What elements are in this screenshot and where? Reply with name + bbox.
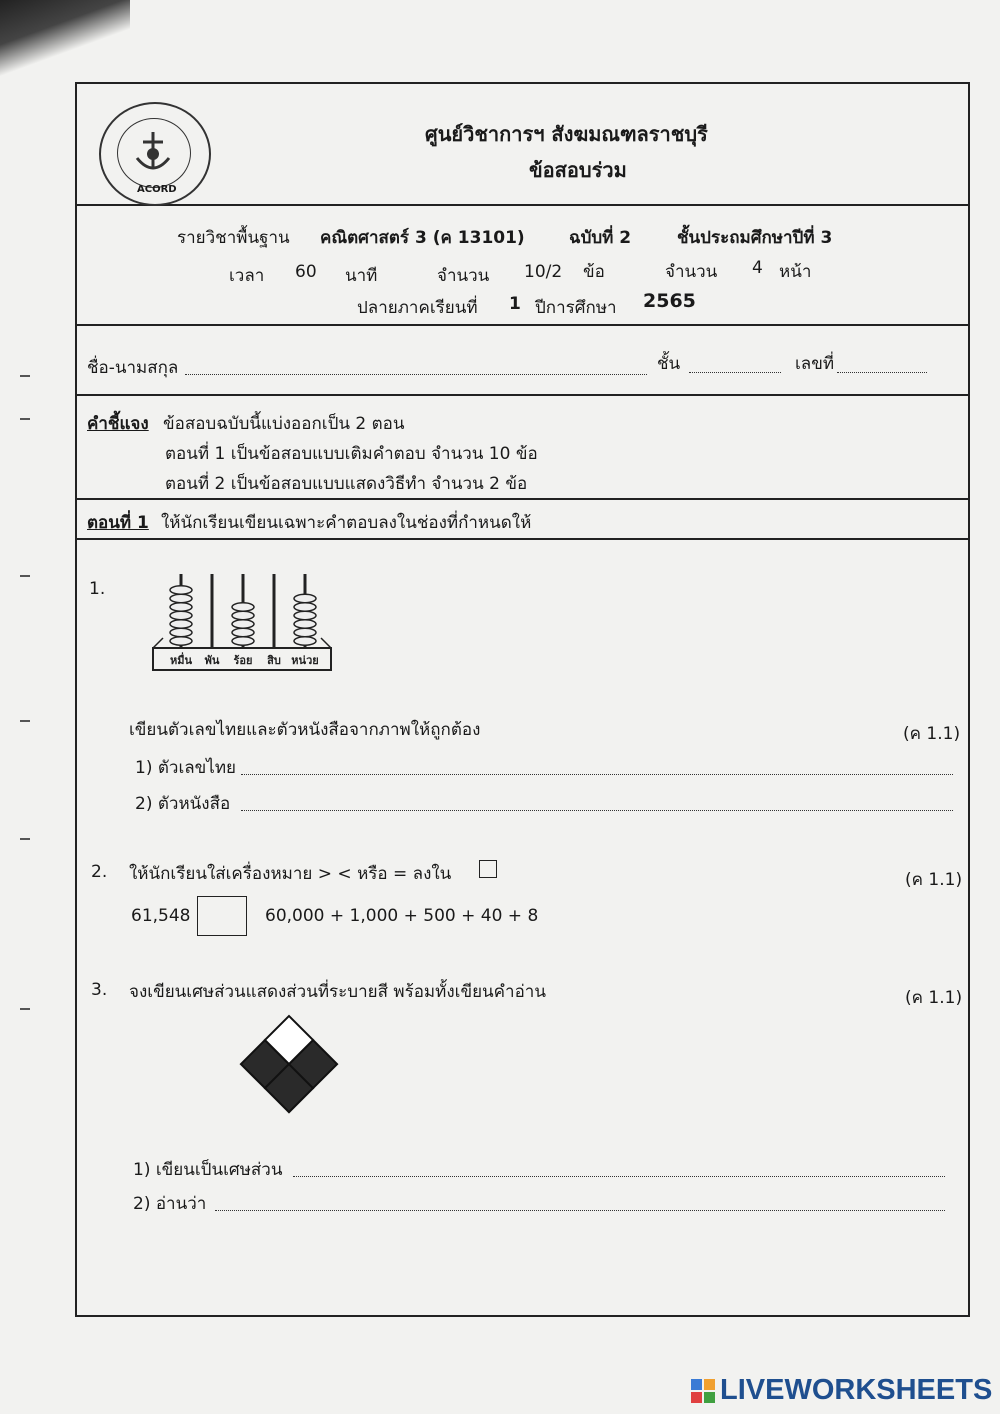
- student-info-section: [77, 326, 968, 396]
- name-label: ชื่อ-นามสกุล: [87, 358, 179, 378]
- time-label: เวลา: [229, 266, 265, 286]
- abacus-bead: [294, 620, 316, 628]
- pages-value: 4: [752, 258, 763, 278]
- header-section: [77, 84, 968, 206]
- abacus-place-label: ร้อย: [233, 654, 253, 667]
- seal-text: ACORD: [137, 184, 177, 195]
- name-field[interactable]: [185, 374, 647, 375]
- q2-left-value: 61,548: [131, 906, 191, 926]
- margin-mark: [20, 418, 30, 420]
- abacus-place-label: หน่วย: [291, 654, 319, 667]
- abacus-bead: [170, 594, 192, 602]
- pages-label: จำนวน: [665, 262, 718, 282]
- q2-right-expression: 60,000 + 1,000 + 500 + 40 + 8: [265, 906, 539, 926]
- q3-prompt: จงเขียนเศษส่วนแสดงส่วนที่ระบายสี พร้อมทั้งเขียนคำอ่าน: [129, 982, 546, 1002]
- q2-prompt: ให้นักเรียนใส่เครื่องหมาย > < หรือ = ลงใน: [129, 864, 452, 884]
- school-seal-logo: [99, 102, 211, 206]
- abacus-bead: [170, 637, 192, 645]
- class-field[interactable]: [689, 372, 781, 373]
- abacus-bead: [170, 603, 192, 611]
- part1-heading-section: [77, 500, 968, 540]
- instructions-intro: ข้อสอบฉบับนี้แบ่งออกเป็น 2 ตอน: [163, 414, 405, 434]
- year-label: ปีการศึกษา: [535, 298, 617, 318]
- watermark: LIVEWORKSHEETS: [720, 1374, 993, 1406]
- seal-emblem-icon: [131, 128, 175, 178]
- margin-mark: [20, 720, 30, 722]
- class-label: ชั้น: [657, 354, 681, 374]
- q3-number: 3.: [91, 980, 108, 1000]
- abacus-place-label: หมื่น: [169, 654, 193, 667]
- abacus-bead: [294, 611, 316, 619]
- abacus-base-edge: [153, 638, 163, 648]
- q1-thai-numeral-answer-field[interactable]: [241, 774, 953, 775]
- q3-sub1-label: 1) เขียนเป็นเศษส่วน: [133, 1160, 283, 1180]
- instructions-section: [77, 396, 968, 500]
- abacus-bead: [170, 586, 192, 594]
- abacus-bead: [294, 628, 316, 636]
- term-value: 1: [509, 294, 521, 314]
- subject-prefix: รายวิชาพื้นฐาน: [177, 228, 290, 248]
- abacus-bead: [232, 637, 254, 645]
- instructions-label: คำชี้แจง: [87, 414, 149, 434]
- liveworksheets-logo-icon: [690, 1378, 716, 1404]
- edition: ฉบับที่ 2: [569, 228, 632, 248]
- abacus-base-edge: [321, 638, 331, 648]
- shaded-fraction-diagram: [237, 1012, 341, 1116]
- time-unit: นาที: [345, 266, 378, 286]
- empty-box-icon: [479, 860, 497, 878]
- abacus-bead: [294, 637, 316, 645]
- abacus-bead: [232, 603, 254, 611]
- q3-code: (ค 1.1): [905, 988, 963, 1008]
- abacus-diagram: [149, 568, 339, 694]
- abacus-bead: [170, 611, 192, 619]
- abacus-bead: [294, 594, 316, 602]
- q1-sub2-label: 2) ตัวหนังสือ: [135, 794, 231, 814]
- q1-sub1-label: 1) ตัวเลขไทย: [135, 758, 237, 778]
- count-unit: ข้อ: [583, 262, 605, 282]
- margin-mark: [20, 1008, 30, 1010]
- term-label: ปลายภาคเรียนที่: [357, 298, 478, 318]
- number-field[interactable]: [837, 372, 927, 373]
- photo-corner-shadow: [0, 0, 130, 80]
- q1-prompt: เขียนตัวเลขไทยและตัวหนังสือจากภาพให้ถูกต้อง: [129, 720, 481, 740]
- part1-label: ตอนที่ 1: [87, 513, 149, 533]
- q2-number: 2.: [91, 862, 108, 882]
- q3-fraction-answer-field[interactable]: [293, 1176, 945, 1177]
- abacus-bead: [170, 620, 192, 628]
- margin-mark: [20, 375, 30, 377]
- q1-number: 1.: [89, 579, 106, 599]
- pages-unit: หน้า: [779, 262, 812, 282]
- number-label: เลขที่: [795, 354, 835, 374]
- q3-reading-answer-field[interactable]: [215, 1210, 945, 1211]
- q2-comparison-answer-box[interactable]: [197, 896, 247, 936]
- q2-code: (ค 1.1): [905, 870, 963, 890]
- instructions-part2: ตอนที่ 2 เป็นข้อสอบแบบแสดงวิธีทำ จำนวน 2 ข้อ: [165, 474, 528, 494]
- instructions-part1: ตอนที่ 1 เป็นข้อสอบแบบเติมคำตอบ จำนวน 10 ข้อ: [165, 444, 538, 464]
- abacus-bead: [232, 628, 254, 636]
- header-title: ศูนย์วิชาการฯ สังฆมณฑลราชบุรี: [425, 122, 708, 146]
- abacus-bead: [294, 603, 316, 611]
- header-subtitle: ข้อสอบร่วม: [529, 158, 627, 182]
- part1-text: ให้นักเรียนเขียนเฉพาะคำตอบลงในช่องที่กำหนดให้: [161, 513, 532, 533]
- q1-words-answer-field[interactable]: [241, 810, 953, 811]
- count-label: จำนวน: [437, 266, 490, 286]
- exam-sheet: [75, 82, 970, 1317]
- count-value: 10/2: [524, 262, 563, 282]
- fraction-diamond: [241, 1016, 337, 1112]
- abacus-bead: [170, 628, 192, 636]
- q3-sub2-label: 2) อ่านว่า: [133, 1194, 207, 1214]
- grade-level: ชั้นประถมศึกษาปีที่ 3: [677, 228, 833, 248]
- year-value: 2565: [643, 290, 696, 312]
- margin-mark: [20, 575, 30, 577]
- abacus-bead: [232, 611, 254, 619]
- q1-code: (ค 1.1): [903, 724, 961, 744]
- time-value: 60: [295, 262, 317, 282]
- abacus-place-label: สิบ: [267, 654, 281, 667]
- abacus-place-label: พัน: [204, 654, 220, 667]
- subject-info-section: [77, 206, 968, 326]
- subject-name: คณิตศาสตร์ 3 (ค 13101): [320, 228, 525, 248]
- margin-mark: [20, 838, 30, 840]
- abacus-bead: [232, 620, 254, 628]
